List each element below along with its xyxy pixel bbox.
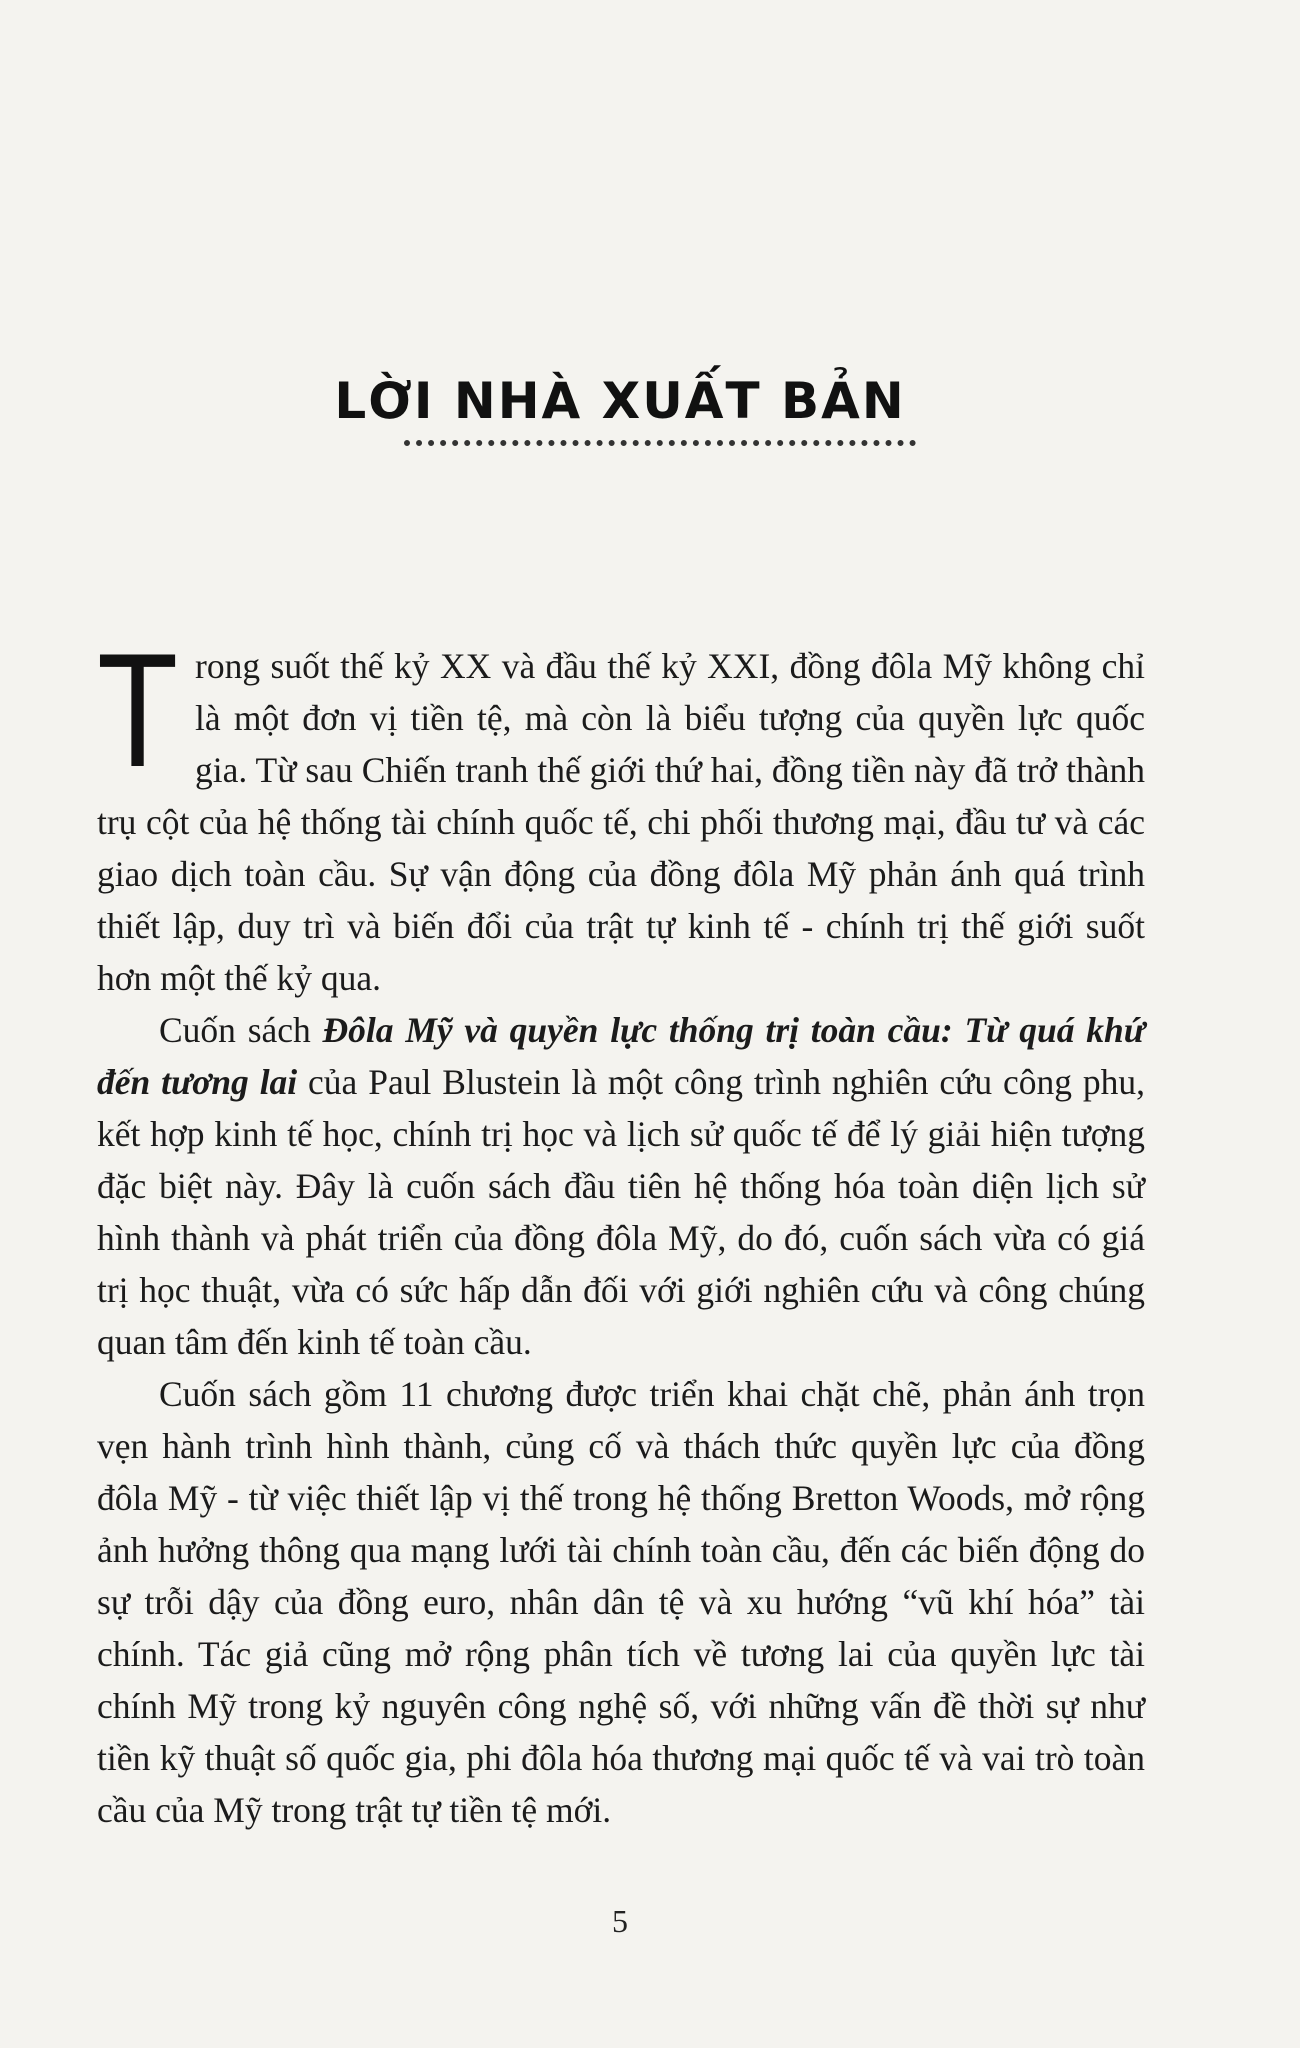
paragraph-1 xyxy=(97,620,1145,1004)
body-text xyxy=(97,620,1145,1836)
paragraph-2 xyxy=(97,1004,1145,1368)
paragraph-1-text: rong suốt thế kỷ XX và đầu thế kỷ XXI, đồng đôla Mỹ không chỉ là một đơn vị tiền tệ, mà còn là biểu tượng của quyền lực quốc gia. Từ sau Chiến tranh thế giới thứ hai, đồng tiền này đã trở thành trụ cột của hệ thống tài chính quốc tế, chi phối thương mại, đầu tư và các giao dịch toàn cầu. Sự vận động của đồng đôla Mỹ phản ánh quá trình thiết lập, duy trì và biến đổi của trật tự kinh tế - chính trị thế giới suốt hơn một thế kỷ qua. xyxy=(97,646,1145,998)
title-dotted-rule xyxy=(404,440,916,446)
drop-cap: T xyxy=(97,620,179,801)
paragraph-3 xyxy=(97,1368,1145,1836)
paragraph-2-text: của Paul Blustein là một công trình nghiên cứu công phu, kết hợp kinh tế học, chính trị học và lịch sử quốc tế để lý giải hiện tượng đặc biệt này. Đây là cuốn sách đầu tiên hệ thống hóa toàn diện lịch sử hình thành và phát triển của đồng đôla Mỹ, do đó, cuốn sách vừa có giá trị học thuật, vừa có sức hấp dẫn đối với giới nghiên cứu và công chúng quan tâm đến kinh tế toàn cầu. xyxy=(97,1062,1145,1362)
paragraph-3-text: Cuốn sách gồm 11 chương được triển khai chặt chẽ, phản ánh trọn vẹn hành trình hình thành, củng cố và thách thức quyền lực của đồng đôla Mỹ - từ việc thiết lập vị thế trong hệ thống Bretton Woods, mở rộng ảnh hưởng thông qua mạng lưới tài chính toàn cầu, đến các biến động do sự trỗi dậy của đồng euro, nhân dân tệ và xu hướng “vũ khí hóa” tài chính. Tác giả cũng mở rộng phân tích về tương lai của quyền lực tài chính Mỹ trong kỷ nguyên công nghệ số, với những vấn đề thời sự như tiền kỹ thuật số quốc gia, phi đôla hóa thương mại quốc tế và vai trò toàn cầu của Mỹ trong trật tự tiền tệ mới. xyxy=(97,1374,1145,1830)
paragraph-2-lead: Cuốn sách xyxy=(159,1010,323,1050)
book-title-italic: Đôla Mỹ và quyền lực thống trị toàn cầu: Từ quá khứ đến tương lai xyxy=(97,1010,1145,1102)
page-title: LỜI NHÀ XUẤT BẢN xyxy=(334,372,906,430)
page-number: 5 xyxy=(612,1903,628,1939)
